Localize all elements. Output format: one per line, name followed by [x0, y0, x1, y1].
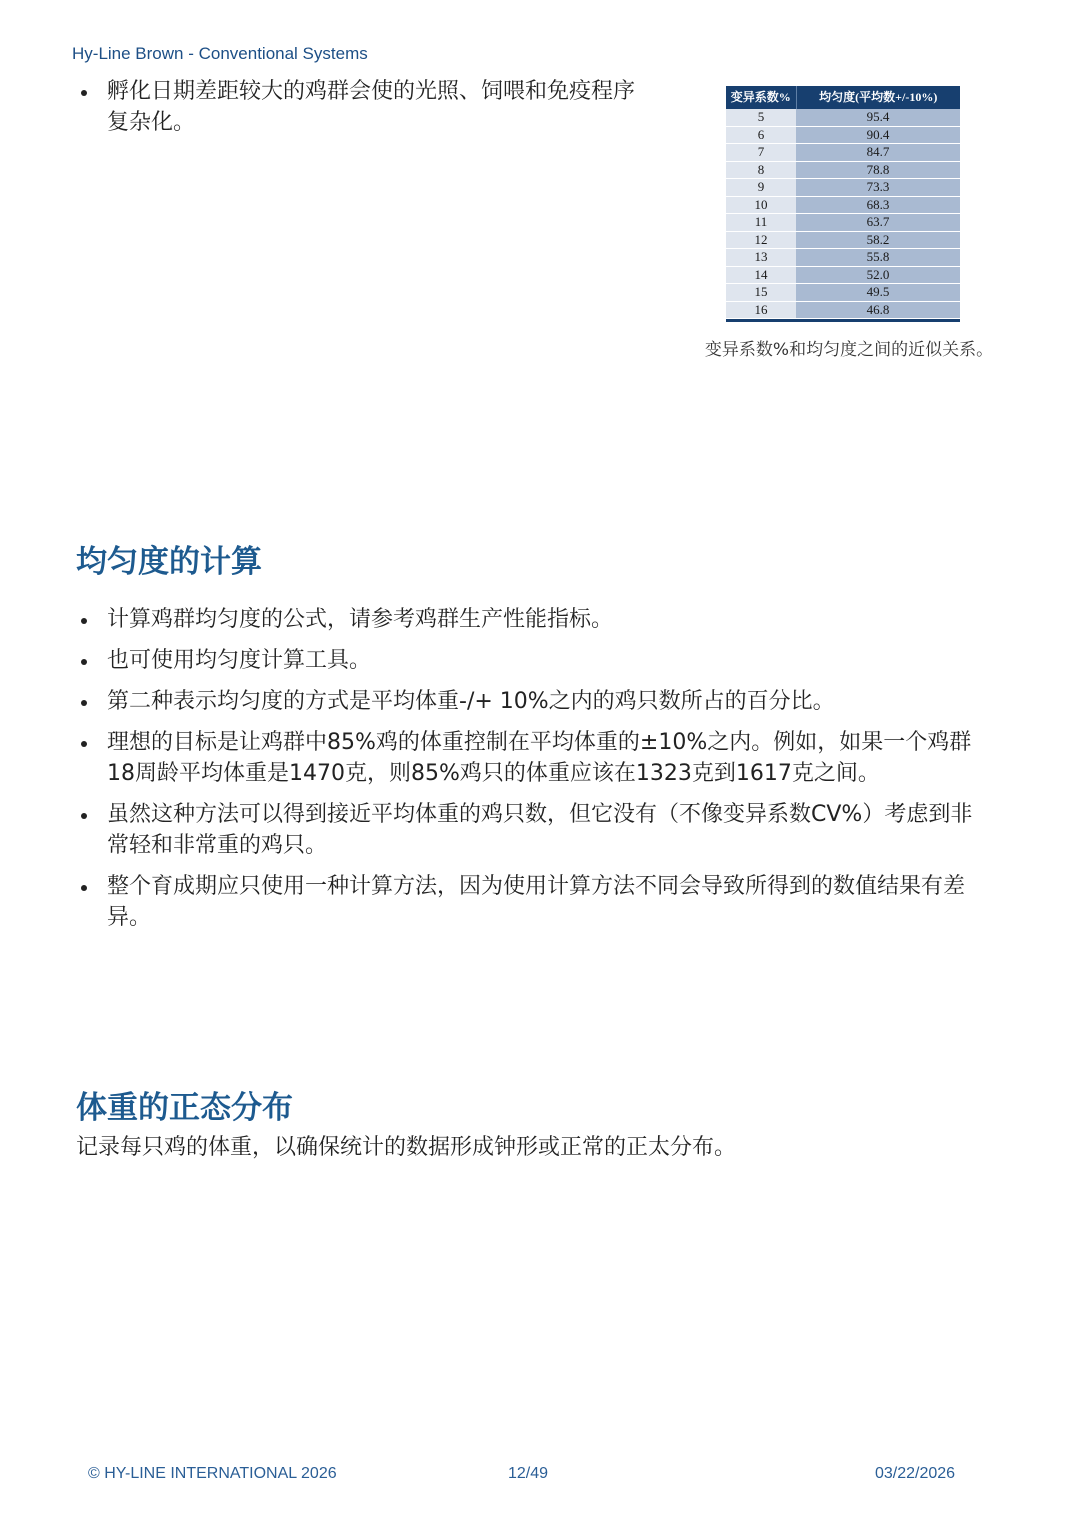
table-row [726, 126, 960, 144]
cv-value-cell: 13 [726, 249, 796, 267]
table-row [726, 161, 960, 179]
list-item-text: 整个育成期应只使用一种计算方法，因为使用计算方法不同会导致所得到的数值结果有差异。 [107, 874, 966, 930]
table-row [726, 196, 960, 214]
footer-date: 03/22/2026 [875, 1465, 956, 1482]
table-row [726, 144, 960, 162]
uniformity-value-cell: 49.5 [796, 284, 960, 302]
uniformity-value-cell: 95.4 [796, 109, 960, 126]
uniformity-value-cell: 46.8 [796, 301, 960, 319]
footer-copyright: © HY-LINE INTERNATIONAL 2026 [88, 1465, 337, 1482]
table-row [726, 266, 960, 284]
list-item-text: 虽然这种方法可以得到接近平均体重的鸡只数，但它没有（不像变异系数CV%）考虑到非常轻和非常重的鸡只。 [107, 802, 973, 858]
list-item-text: 第二种表示均匀度的方式是平均体重-/+ 10%之内的鸡只数所占的百分比。 [107, 689, 835, 714]
table-row [726, 214, 960, 232]
list-item [73, 604, 993, 635]
cv-value-cell: 7 [726, 144, 796, 162]
uniformity-value-cell: 58.2 [796, 231, 960, 249]
table-row [726, 179, 960, 197]
list-item [73, 871, 993, 933]
cv-value-cell: 9 [726, 179, 796, 197]
list-item [73, 76, 653, 138]
cv-value-cell: 5 [726, 109, 796, 126]
cv-value-cell: 11 [726, 214, 796, 232]
header-brand: Hy-Line Brown - Conventional Systems [72, 44, 368, 63]
normal-distribution-text: 记录每只鸡的体重，以确保统计的数据形成钟形或正常的正太分布。 [76, 1135, 737, 1160]
bullet-dot-icon [81, 659, 87, 665]
uniformity-value-cell: 68.3 [796, 196, 960, 214]
uniformity-value-cell: 78.8 [796, 161, 960, 179]
list-item [73, 645, 993, 676]
bullet-dot-icon [81, 813, 87, 819]
list-item [73, 686, 993, 717]
uniformity-value-cell: 90.4 [796, 126, 960, 144]
uniformity-value-cell: 52.0 [796, 266, 960, 284]
uniformity-calculation-list [73, 604, 993, 943]
list-item [73, 799, 993, 861]
uniformity-value-cell: 63.7 [796, 214, 960, 232]
table-row [726, 249, 960, 267]
table-row [726, 301, 960, 319]
uniformity-value-cell: 73.3 [796, 179, 960, 197]
cv-value-cell: 6 [726, 126, 796, 144]
bullet-dot-icon [81, 90, 87, 96]
table-caption: 变异系数%和均匀度之间的近似关系。 [704, 340, 994, 360]
list-item-text: 孵化日期差距较大的鸡群会使的光照、饲喂和免疫程序复杂化。 [107, 79, 636, 135]
cv-uniformity-figure [704, 86, 994, 365]
table-bottom-rule [726, 319, 960, 322]
uniformity-value-cell: 55.8 [796, 249, 960, 267]
footer-page-number: 12/49 [508, 1465, 549, 1482]
bullet-dot-icon [81, 741, 87, 747]
bullet-dot-icon [81, 885, 87, 891]
section-title-normal-distribution: 体重的正态分布 [76, 1090, 293, 1126]
cv-uniformity-table [726, 86, 960, 319]
list-item-text: 理想的目标是让鸡群中85%鸡的体重控制在平均体重的±10%之内。例如，如果一个鸡群18周龄平均体重是1470克，则85%鸡只的体重应该在1323克到1617克之间。 [107, 730, 972, 786]
table-row [726, 284, 960, 302]
column-header-cv: 变异系数% [726, 86, 796, 109]
uniformity-value-cell: 84.7 [796, 144, 960, 162]
cv-value-cell: 15 [726, 284, 796, 302]
cv-value-cell: 16 [726, 301, 796, 319]
section-title-uniformity-calculation: 均匀度的计算 [76, 544, 262, 580]
table-header-row [726, 86, 960, 109]
table-row [726, 231, 960, 249]
cv-value-cell: 8 [726, 161, 796, 179]
cv-value-cell: 12 [726, 231, 796, 249]
table-body [726, 109, 960, 319]
table-row [726, 109, 960, 126]
column-header-uniformity: 均匀度(平均数+/-10%) [796, 86, 960, 109]
bullet-dot-icon [81, 700, 87, 706]
list-item [73, 727, 993, 789]
bullet-dot-icon [81, 618, 87, 624]
cv-value-cell: 14 [726, 266, 796, 284]
cv-value-cell: 10 [726, 196, 796, 214]
intro-list [73, 76, 653, 138]
list-item-text: 也可使用均匀度计算工具。 [107, 648, 372, 673]
list-item-text: 计算鸡群均匀度的公式，请参考鸡群生产性能指标。 [107, 607, 614, 632]
